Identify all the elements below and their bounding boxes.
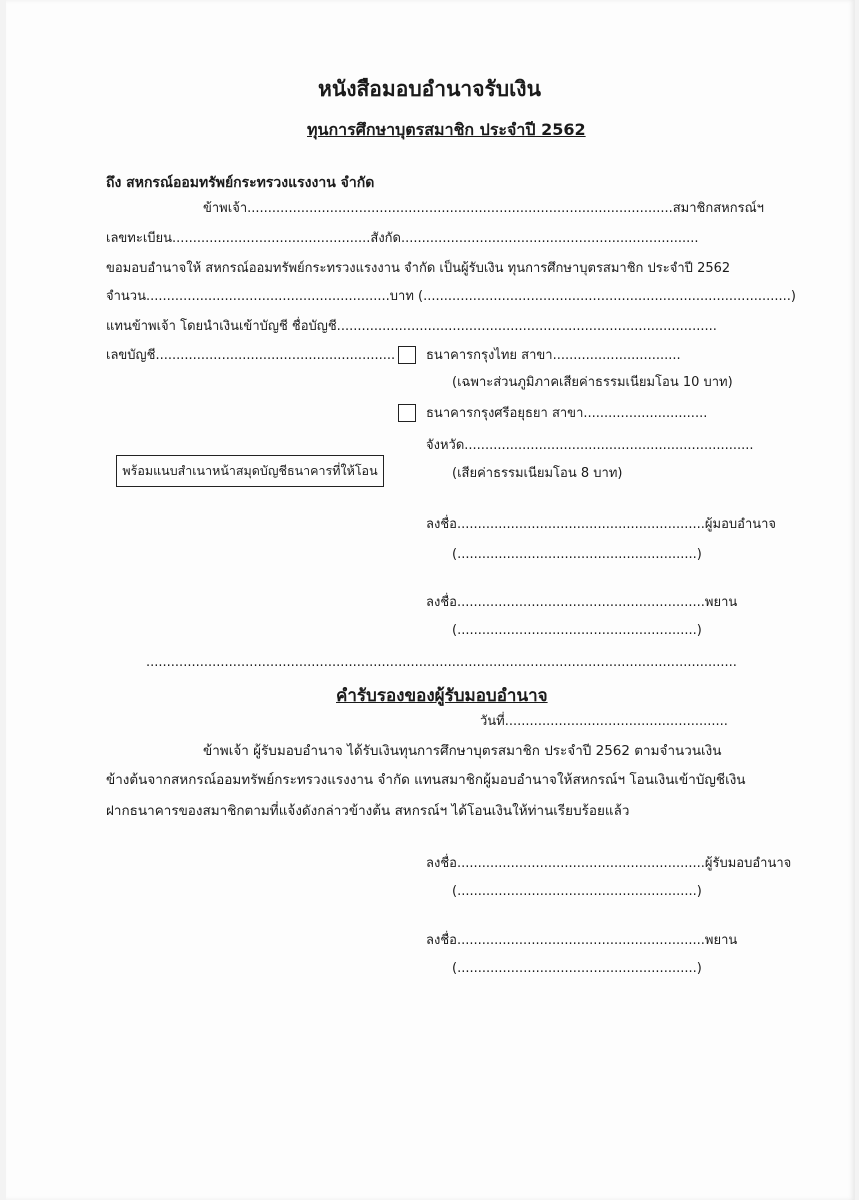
recipient-line: ถึง สหกรณ์ออมทรัพย์กระทรวงแรงงาน จำกัด [106, 175, 375, 191]
section-separator: ............................................................................................................................................... [146, 655, 737, 670]
signature-witness-1: ลงชื่อ............................................................พยาน [426, 595, 738, 610]
attachment-note-box: พร้อมแนบสำเนาหน้าสมุดบัญชีธนาคารที่ให้โอน [116, 455, 384, 487]
grant-statement: ขอมอบอำนาจให้ สหกรณ์ออมทรัพย์กระทรวงแรงงาน จำกัด เป็นผู้รับเงิน ทุนการศึกษาบุตรสมาชิก ประจำปี 2562 [106, 261, 731, 276]
field-account-name: แทนข้าพเจ้า โดยนำเงินเข้าบัญชี ชื่อบัญชี............................................................................................ [106, 319, 717, 334]
signature-grantor-name: (..........................................................) [452, 547, 702, 562]
bank-ktb-note: (เฉพาะส่วนภูมิภาคเสียค่าธรรมเนียมโอน 10 บาท) [452, 375, 733, 390]
bank-bay-note: (เสียค่าธรรมเนียมโอน 8 บาท) [452, 466, 623, 481]
signature-grantee-name: (..........................................................) [452, 884, 702, 899]
field-registration: เลขทะเบียน................................................สังกัด........................................................................ [106, 231, 699, 246]
signature-witness-2-name: (..........................................................) [452, 961, 702, 976]
signature-grantor: ลงชื่อ............................................................ผู้มอบอำนาจ [426, 517, 777, 532]
document-page [6, 0, 855, 1200]
certification-para-2: ข้างต้นจากสหกรณ์ออมทรัพย์กระทรวงแรงงาน จำกัด แทนสมาชิกผู้มอบอำนาจให้สหกรณ์ฯ โอนเงินเข้าบัญชีเงิน [106, 772, 746, 788]
signature-grantee: ลงชื่อ............................................................ผู้รับมอบอำนาจ [426, 856, 792, 871]
field-member-name: ข้าพเจ้า.......................................................................................................สมาชิกสหกรณ์ฯ [203, 201, 764, 216]
field-date: วันที่...................................................... [480, 714, 728, 729]
bank-bay-label: ธนาคารกรุงศรีอยุธยา สาขา.............................. [426, 406, 708, 421]
certification-para-3: ฝากธนาคารของสมาชิกตามที่แจ้งดังกล่าวข้างต้น สหกรณ์ฯ ได้โอนเงินให้ท่านเรียบร้อยแล้ว [106, 803, 630, 819]
field-province: จังหวัด...................................................................... [426, 438, 754, 453]
section2-title: คำรับรองของผู้รับมอบอำนาจ [336, 686, 548, 706]
bank-ktb-label: ธนาคารกรุงไทย สาขา............................... [426, 348, 681, 363]
checkbox-bay[interactable] [398, 404, 416, 422]
signature-witness-1-name: (..........................................................) [452, 623, 702, 638]
field-account-number: เลขบัญชี.......................................................... [106, 348, 396, 363]
page-title: หนังสือมอบอำนาจรับเงิน [318, 77, 541, 101]
checkbox-ktb[interactable] [398, 346, 416, 364]
certification-para-1: ข้าพเจ้า ผู้รับมอบอำนาจ ได้รับเงินทุนการศึกษาบุตรสมาชิก ประจำปี 2562 ตามจำนวนเงิน [203, 743, 722, 759]
signature-witness-2: ลงชื่อ............................................................พยาน [426, 933, 738, 948]
field-amount: จำนวน...........................................................บาท (.........................................................................................) [106, 289, 796, 304]
page-subtitle: ทุนการศึกษาบุตรสมาชิก ประจำปี 2562 [307, 120, 586, 139]
